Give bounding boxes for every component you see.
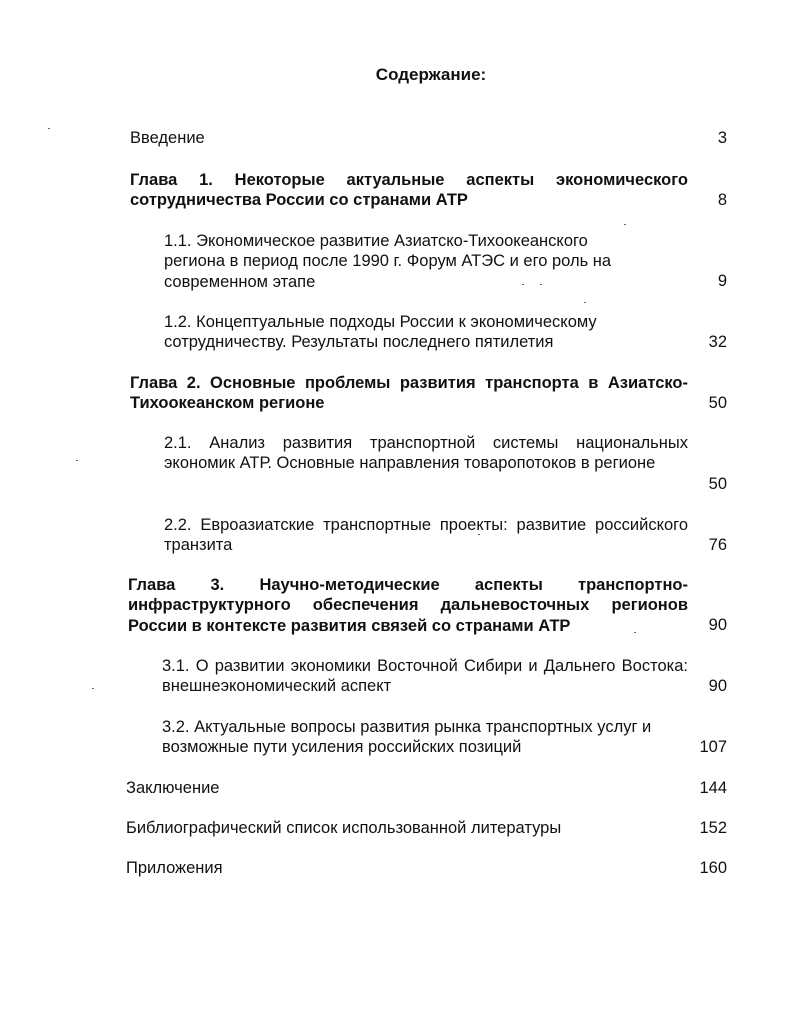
- toc-entry-appendices: [126, 858, 686, 878]
- toc-entry-section-1-1: [164, 231, 644, 292]
- toc-page-number: 90: [708, 616, 727, 634]
- toc-page-number: 9: [717, 272, 727, 290]
- toc-entry-chapter-3: [128, 575, 688, 636]
- scan-speck: [540, 284, 542, 285]
- toc-entry-text: Глава 1. Некоторые актуальные аспекты экономического сотрудничества России со странами АТР: [130, 171, 688, 210]
- toc-entry-text: Заключение: [126, 779, 220, 797]
- toc-entry-section-3-2: [162, 717, 688, 758]
- scan-speck: [48, 128, 50, 129]
- toc-entry-text: Введение: [130, 129, 205, 147]
- toc-page-number: 3: [717, 129, 727, 147]
- scan-speck: [584, 302, 586, 303]
- toc-page-number: 152: [699, 819, 727, 837]
- toc-entry-text: 1.2. Концептуальные подходы России к экономическому сотрудничеству. Результаты последнего пятилетия: [164, 313, 597, 352]
- toc-entry-text: 2.1. Анализ развития транспортной системы национальных экономик АТР. Основные направления товаропотоков в регионе: [164, 434, 688, 473]
- toc-entry-section-2-2: [164, 515, 688, 556]
- toc-entry-section-2-1: [164, 433, 688, 474]
- toc-entry-introduction: [130, 128, 690, 148]
- toc-page-number: 50: [708, 475, 727, 493]
- toc-entry-bibliography: [126, 818, 686, 838]
- toc-entry-conclusion: [126, 778, 686, 798]
- toc-page-number: 8: [717, 191, 727, 209]
- toc-page-number: 107: [699, 738, 727, 756]
- toc-entry-text: Глава 2. Основные проблемы развития транспорта в Азиатско-Тихоокеанском регионе: [130, 374, 688, 413]
- toc-entry-chapter-2: [130, 373, 688, 414]
- scan-speck: [522, 284, 524, 285]
- toc-entry-section-3-1: [162, 656, 688, 697]
- toc-entry-text: 3.1. О развитии экономики Восточной Сибири и Дальнего Востока: внешнеэкономический аспект: [162, 657, 688, 696]
- scan-speck: [92, 688, 94, 689]
- toc-entry-text: 3.2. Актуальные вопросы развития рынка транспортных услуг и возможные пути усиления российских позиций: [162, 718, 652, 757]
- scan-speck: [478, 534, 480, 535]
- toc-entry-text: Глава 3. Научно-методические аспекты транспортно-инфраструктурного обеспечения дальневосточных регионов России в контексте развития связей со странами АТР: [128, 576, 688, 635]
- toc-page-number: 144: [699, 779, 727, 797]
- toc-entry-chapter-1: [130, 170, 688, 211]
- toc-page-number: 32: [708, 333, 727, 351]
- toc-entry-text: 1.1. Экономическое развитие Азиатско-Тихоокеанского региона в период после 1990 г. Форум АТЭС и его роль на современном этапе: [164, 232, 612, 291]
- toc-title: Содержание:: [375, 65, 487, 84]
- toc-entry-text: Библиографический список использованной литературы: [126, 819, 562, 837]
- toc-entry-section-1-2: [164, 312, 644, 353]
- toc-page-number: 160: [699, 859, 727, 877]
- toc-page-number: 50: [708, 394, 727, 412]
- scan-speck: [624, 224, 626, 225]
- toc-page-number: 90: [708, 677, 727, 695]
- scan-speck: [634, 632, 636, 633]
- toc-page-number: 76: [708, 536, 727, 554]
- toc-entry-text: 2.2. Евроазиатские транспортные проекты: развитие российского транзита: [164, 516, 688, 555]
- toc-entry-text: Приложения: [126, 859, 223, 877]
- scan-speck: [76, 460, 78, 461]
